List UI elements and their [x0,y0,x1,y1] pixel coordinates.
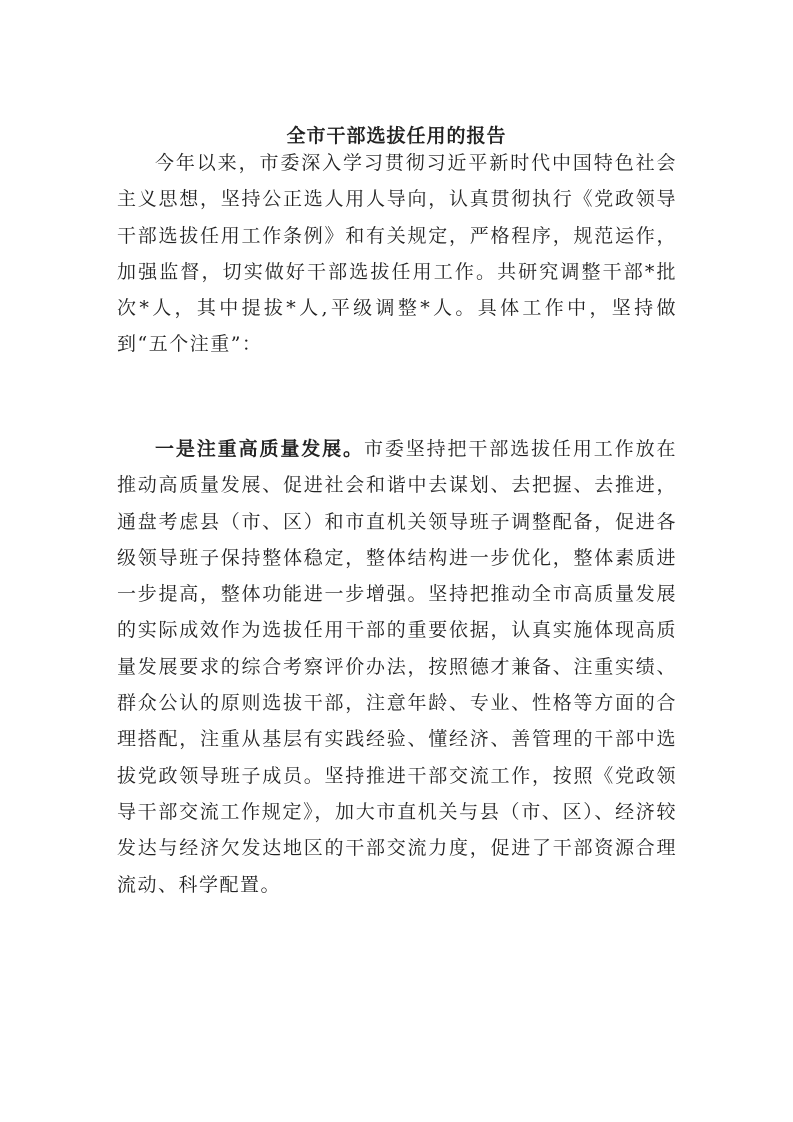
paragraph-intro-body: 今年以来，市委深入学习贯彻习近平新时代中国特色社会主义思想，坚持公正选人用人导向，认真贯彻执行《党政领导干部选拔任用工作条例》和有关规定，严格程序，规范运作，加强监督，切实做好干部选拔任用工作。共研究调整干部*批次*人，其中提拔*人,平级调整*人。具体工作中，坚持做到“五个注重”： [117,152,677,356]
paragraph-first-point-lead: 一是注重高质量发展。 [155,438,364,460]
paragraph-first-point-body: 市委坚持把干部选拔任用工作放在推动高质量发展、促进社会和谐中去谋划、去把握、去推进，通盘考虑县（市、区）和市直机关领导班子调整配备，促进各级领导班子保持整体稳定，整体结构进一步优化，整体素质进一步提高，整体功能进一步增强。坚持把推动全市高质量发展的实际成效作为选拔任用干部的重要依据，认真实施体现高质量发展要求的综合考察评价办法，按照德才兼备、注重实绩、群众公认的原则选拔干部，注意年龄、专业、性格等方面的合理搭配，注重从基层有实践经验、懂经济、善管理的干部中选拔党政领导班子成员。坚持推进干部交流工作，按照《党政领导干部交流工作规定》，加大市直机关与县（市、区）、经济较发达与经济欠发达地区的干部交流力度，促进了干部资源合理流动、科学配置。 [117,438,677,896]
paragraph-intro [117,145,677,363]
paragraph-first-point-text [117,431,677,903]
paragraph-intro-text [117,145,677,363]
document-title: 全市干部选拔任用的报告 [286,125,507,147]
paragraph-first-point [117,431,677,903]
